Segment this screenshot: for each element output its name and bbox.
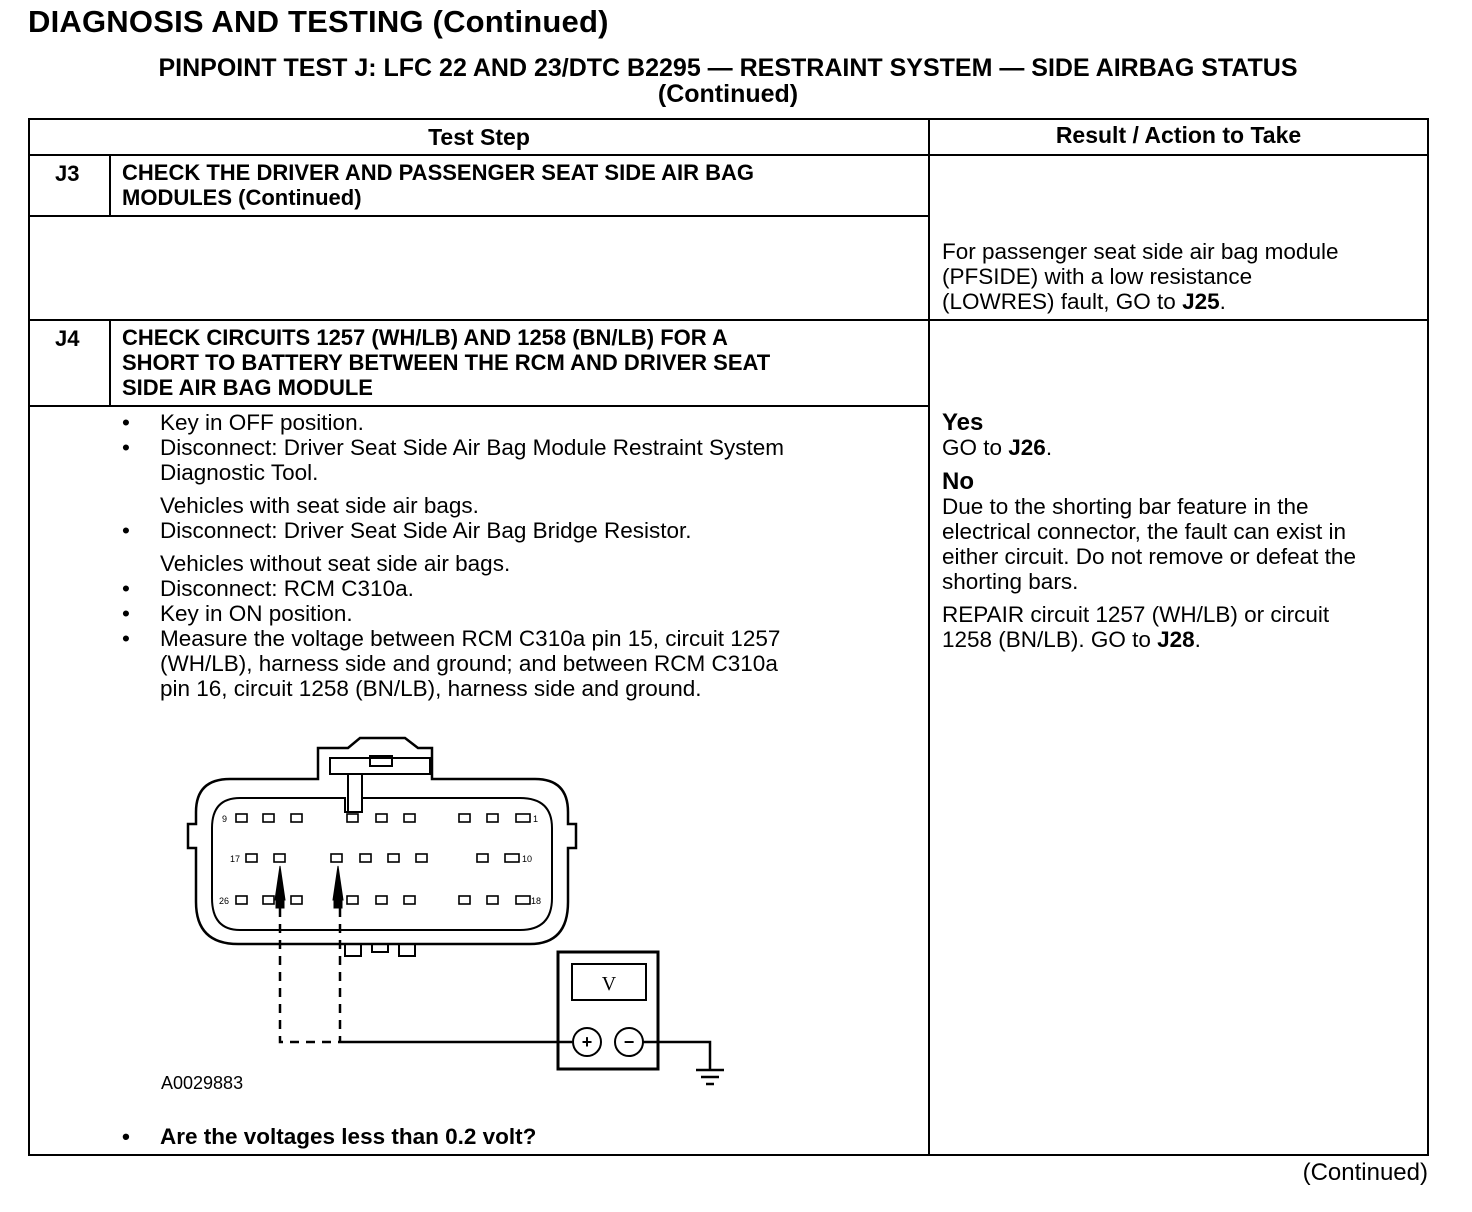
pin-number-18: 18: [531, 896, 542, 906]
negative-terminal-icon: −: [623, 1032, 635, 1052]
test-step-column-header: Test Step: [428, 124, 530, 150]
pin-number-1: 1: [533, 814, 539, 824]
result-repair-line-1: REPAIR circuit 1257 (WH/LB) or circuit: [942, 602, 1330, 627]
connector-outer-shell: [188, 738, 576, 944]
list-item: • Disconnect: Driver Seat Side Air Bag Module Restraint System: [122, 435, 785, 460]
list-item: • Key in ON position.: [122, 601, 353, 626]
ground-lead: [643, 1042, 710, 1070]
procedure-note: Vehicles without seat side air bags.: [160, 551, 511, 576]
continued-footer: (Continued): [1302, 1159, 1428, 1186]
result-no-line-2: electrical connector, the fault can exist in: [942, 519, 1346, 544]
list-item: • Measure the voltage between RCM C310a pin 15, circuit 1257: [122, 626, 781, 651]
j4-result: [942, 410, 1356, 652]
diagnostic-question: • Are the voltages less than 0.2 volt?: [122, 1124, 537, 1149]
result-no-line-4: shorting bars.: [942, 569, 1079, 594]
list-item-continued: (WH/LB), harness side and ground; and between RCM C310a: [160, 651, 778, 676]
list-item: • Disconnect: RCM C310a.: [122, 576, 414, 601]
result-column-header: Result / Action to Take: [1055, 122, 1302, 148]
pin-number-9: 9: [222, 814, 228, 824]
procedure-note: Vehicles with seat side air bags.: [160, 493, 479, 518]
ground-icon: [696, 1070, 724, 1084]
connector-bottom-tab: [399, 944, 415, 956]
step-id-j3: J3: [55, 161, 80, 186]
j3-result-line-3: (LOWRES) fault, GO to J25.: [942, 289, 1226, 314]
connector-latch-post: [348, 774, 362, 812]
pin-number-26: 26: [219, 896, 230, 906]
list-item-continued: pin 16, circuit 1258 (BN/LB), harness side and ground.: [160, 676, 702, 701]
result-no-line-1: Due to the shorting bar feature in the: [942, 494, 1309, 519]
voltmeter-display-symbol: V: [601, 973, 617, 995]
voltmeter: [558, 952, 658, 1069]
j4-no-goto-ref[interactable]: J28: [1157, 627, 1195, 652]
page-title: DIAGNOSIS AND TESTING (Continued): [28, 4, 609, 39]
j3-goto-ref[interactable]: J25: [1182, 289, 1220, 314]
pin-number-17: 17: [230, 854, 241, 864]
j3-title-line-1: CHECK THE DRIVER AND PASSENGER SEAT SIDE AIR BAG: [122, 160, 754, 185]
pin-number-10: 10: [522, 854, 533, 864]
j4-title-line-2: SHORT TO BATTERY BETWEEN THE RCM AND DRIVER SEAT: [122, 350, 771, 375]
positive-terminal-icon: +: [581, 1032, 593, 1052]
figure-id: A0029883: [161, 1073, 244, 1093]
j4-yes-goto-ref[interactable]: J26: [1008, 435, 1046, 460]
list-item: • Disconnect: Driver Seat Side Air Bag Bridge Resistor.: [122, 518, 692, 543]
test-lead-1257: [280, 908, 340, 1042]
list-item: • Key in OFF position.: [122, 410, 364, 435]
probe-pin-16: [333, 866, 343, 900]
list-item-continued: Diagnostic Tool.: [160, 460, 319, 485]
j3-title-line-2: MODULES (Continued): [122, 185, 362, 210]
result-repair-line-2: 1258 (BN/LB). GO to J28.: [942, 627, 1201, 652]
result-yes-label: Yes: [942, 409, 984, 436]
subtitle-line-1: PINPOINT TEST J: LFC 22 AND 23/DTC B2295 — RESTRAINT SYSTEM — SIDE AIRBAG STATUS: [158, 54, 1298, 82]
j3-result-line-2: (PFSIDE) with a low resistance: [942, 264, 1253, 289]
j3-result-line-1: For passenger seat side air bag module: [942, 239, 1339, 264]
connector-bottom-tab: [345, 944, 361, 956]
j4-title-line-1: CHECK CIRCUITS 1257 (WH/LB) AND 1258 (BN/LB) FOR A: [122, 325, 728, 350]
result-no-line-3: either circuit. Do not remove or defeat the: [942, 544, 1356, 569]
probe-pin-15: [275, 866, 285, 900]
subtitle-line-2: (Continued): [657, 80, 799, 108]
result-yes-action: GO to J26.: [942, 435, 1053, 460]
j4-title-line-3: SIDE AIR BAG MODULE: [122, 375, 373, 400]
step-id-j4: J4: [55, 326, 80, 351]
result-no-label: No: [942, 468, 974, 495]
